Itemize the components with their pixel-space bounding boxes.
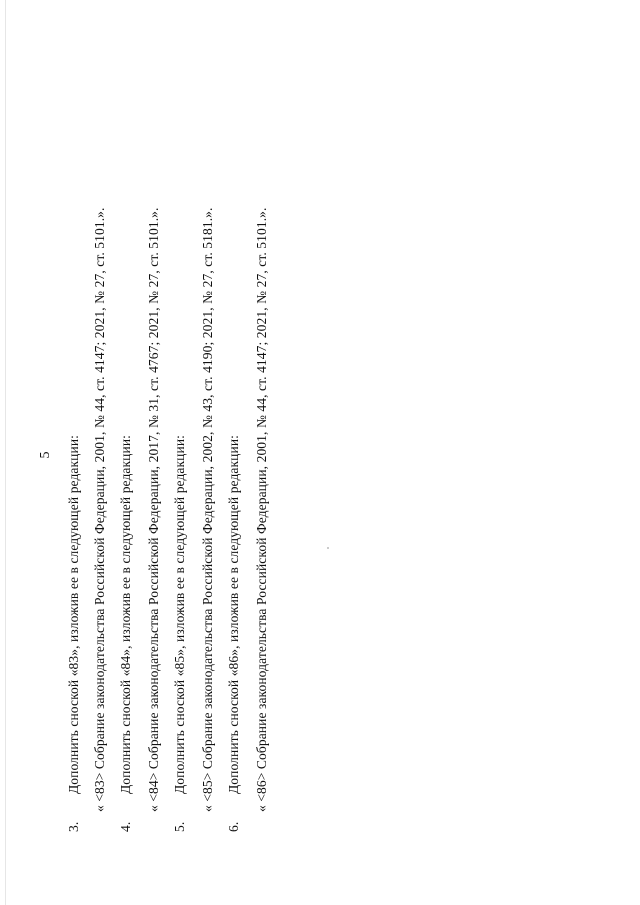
item-6-instruction [226, 435, 242, 832]
instruction-text: Дополнить сноской «83», изложив ее в следующей редакции: [66, 435, 81, 794]
item-number: 3. [66, 821, 81, 832]
instruction-text: Дополнить сноской «84», изложив ее в следующей редакции: [118, 435, 133, 794]
item-3-instruction [66, 435, 82, 832]
item-4-instruction [118, 435, 134, 832]
item-number: 4. [118, 821, 133, 832]
instruction-text: Дополнить сноской «86», изложив ее в следующей редакции: [226, 435, 241, 794]
item-5-instruction [172, 435, 188, 832]
instruction-text: Дополнить сноской «85», изложив ее в следующей редакции: [172, 435, 187, 794]
item-3-footnote: « <83> Собрание законодательства Российской Федерации, 2001, № 44, ст. 4147; 2021, № 27, ст. 5101.». [92, 207, 107, 812]
item-6-footnote: « <86> Собрание законодательства Российской Федерации, 2001, № 44, ст. 4147; 2021, № 27, ст. 5101.». [254, 207, 269, 812]
page-number: 5 [38, 451, 53, 459]
item-number: 6. [226, 821, 241, 832]
item-number: 5. [172, 821, 187, 832]
item-5-footnote: « <85> Собрание законодательства Российской Федерации, 2002, № 43, ст. 4190; 2021, № 27, ст. 5181.». [200, 207, 215, 812]
item-4-footnote: « <84> Собрание законодательства Российской Федерации, 2017, № 31, ст. 4767; 2021, № 27, ст. 5101.». [146, 207, 161, 812]
